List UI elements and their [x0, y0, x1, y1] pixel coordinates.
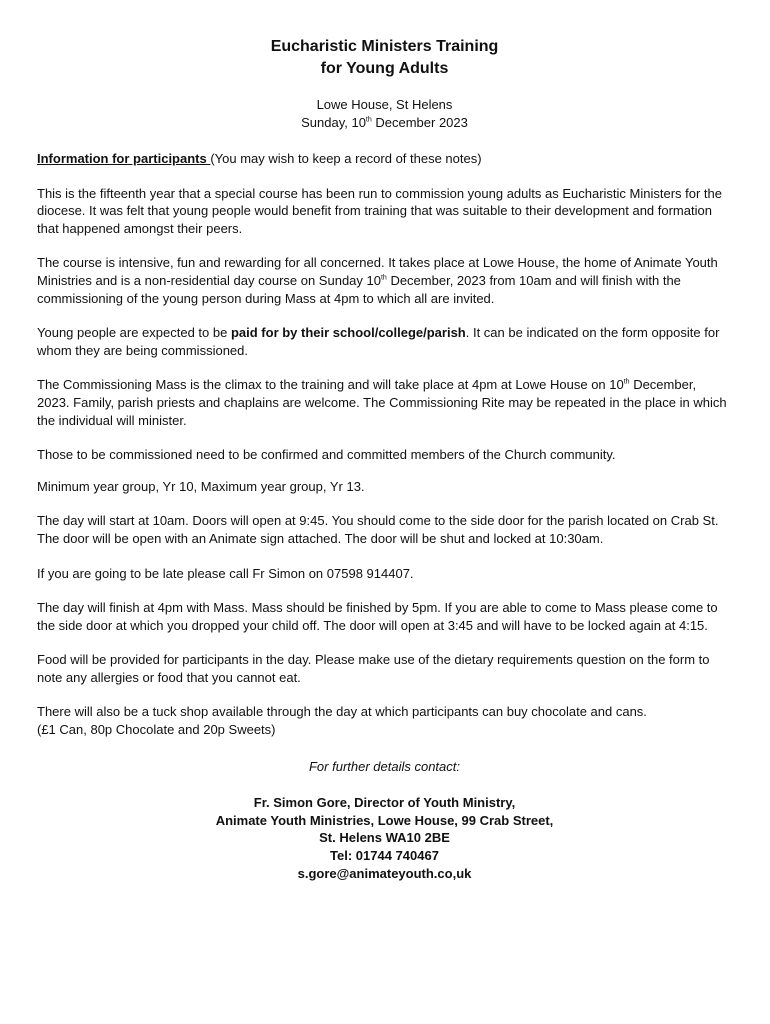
- contact-intro: For further details contact:: [308, 758, 460, 774]
- paragraph-history: This is the fifteenth year that a special course has been run to commission young adults as Eucharistic Ministers for the diocese. It was felt that young people would benefit from training that was suitable to their development and formation that happened amongst their peers.: [37, 185, 723, 236]
- paragraph-food: Food will be provided for participants in the day. Please make use of the dietary requirements question on the form to note any allergies or food that you cannot eat.: [37, 652, 710, 685]
- event-venue: Lowe House, St Helens: [316, 97, 453, 112]
- paragraph-finish-time: The day will finish at 4pm with Mass. Mass should be finished by 5pm. If you are able to come to Mass please come to the side door at which you dropped your child off. The door will open at 3:45 and will have to be locked again at 4:15.: [37, 600, 718, 633]
- paragraph-year-groups: Minimum year group, Yr 10, Maximum year group, Yr 13.: [37, 478, 365, 494]
- title-line-1: Eucharistic Ministers Training: [270, 38, 499, 55]
- info-heading-line: [37, 150, 732, 168]
- contact-name: Fr. Simon Gore, Director of Youth Ministry,: [253, 795, 516, 811]
- payment-emphasis: paid for by their school/college/parish: [230, 325, 466, 341]
- contact-phone: Tel: 01744 740467: [330, 848, 439, 864]
- contact-city: St. Helens WA10 2BE: [319, 830, 450, 846]
- event-date: Sunday, 10th December 2023: [301, 115, 468, 130]
- event-location-block: [37, 96, 732, 132]
- paragraph-late-contact: If you are going to be late please call Fr Simon on 07598 914407.: [37, 565, 414, 581]
- paragraph-commissioning-mass: The Commissioning Mass is the climax to the training and will take place at 4pm at Lowe House on 10th December, 2023. Family, parish priests and chaplains are welcome. The Commissioning Rite may be repeated in the place in which the individual will minister.: [37, 377, 727, 428]
- contact-email[interactable]: s.gore@animateyouth.co,uk: [297, 865, 472, 881]
- contact-organisation: Animate Youth Ministries, Lowe House, 99 Crab Street,: [215, 812, 554, 828]
- contact-block: [37, 794, 732, 882]
- paragraph-eligibility: Those to be commissioned need to be confirmed and committed members of the Church community.: [37, 447, 616, 463]
- title-line-2: for Young Adults: [320, 60, 449, 77]
- info-heading: Information for participants: [37, 151, 211, 166]
- document-page: [37, 36, 732, 882]
- paragraph-start-time: The day will start at 10am. Doors will open at 9:45. You should come to the side door for the parish located on Crab St. The door will be open with an Animate sign attached. The door will be shut and locked at 10:30am.: [37, 513, 719, 546]
- paragraph-payment: Young people are expected to be paid for by their school/college/parish. It can be indicated on the form opposite for whom they are being commissioned.: [37, 325, 720, 358]
- paragraph-tuck-shop: There will also be a tuck shop available through the day at which participants can buy chocolate and cans. (£1 Can, 80p Chocolate and 20p Sweets): [37, 704, 647, 738]
- paragraph-course: The course is intensive, fun and rewarding for all concerned. It takes place at Lowe House, the home of Animate Youth Ministries and is a non-residential day course on Sunday 10th December, 2023 from 10am and will finish with the commissioning of the young person during Mass at 4pm to which all are invited.: [37, 255, 718, 306]
- info-note: (You may wish to keep a record of these notes): [210, 151, 482, 166]
- document-title: [37, 36, 732, 80]
